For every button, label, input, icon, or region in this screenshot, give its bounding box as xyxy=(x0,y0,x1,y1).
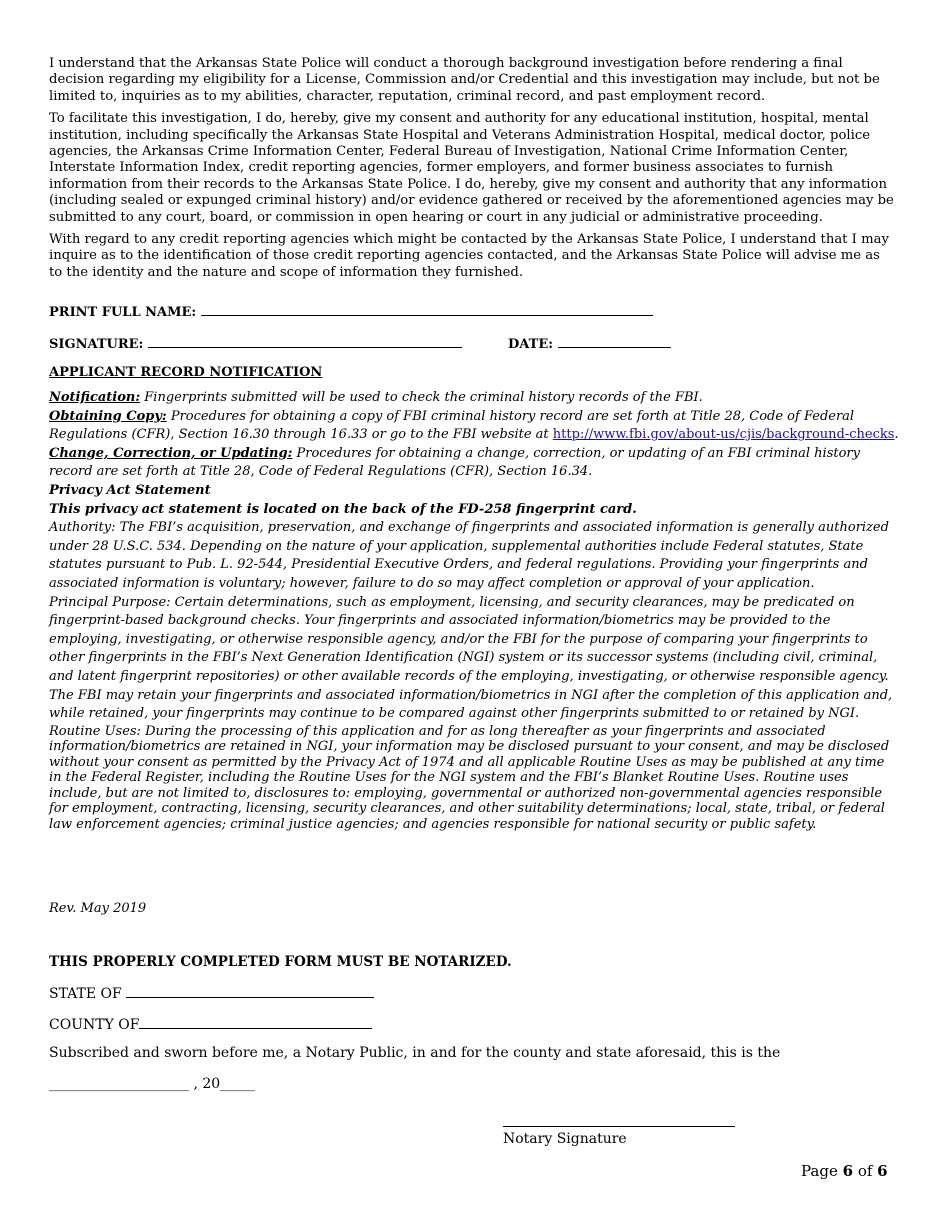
signature-field[interactable] xyxy=(49,335,462,352)
county-of-line[interactable] xyxy=(139,1016,372,1029)
full-name-label: PRINT FULL NAME: xyxy=(49,305,197,320)
routine-uses-paragraph: Routine Uses: During the processing of this application and for as long thereafter as your fingerprints and associated information/biometrics are retained in NGI, your information may be disclosed pursuant to your consent, and may be disclosed without your consent as permitted by the Privacy Act of 1974 and all applicable Routine Uses as may be published at any time in the Federal Register, including the Routine Uses for the NGI system and the FBI’s Blanket Routine Uses. Routine uses include, but are not limited to, disclosures to: employing, governmental or authorized non-governmental agencies responsible for employment, contracting, licensing, security clearances, and other suitability determinations; local, state, tribal, or federal law enforcement agencies; criminal justice agencies; and agencies responsible for national security or public safety. xyxy=(49,723,890,832)
change-label: Change, Correction, or Updating: xyxy=(49,445,293,461)
notary-signature-line[interactable] xyxy=(503,1112,735,1127)
obtaining-copy-end: . xyxy=(894,427,899,443)
county-of-field[interactable] xyxy=(49,1016,372,1033)
notary-date-blank[interactable]: ____________________ , 20_____ xyxy=(49,1076,256,1092)
page-word: Page xyxy=(801,1162,843,1180)
page-number xyxy=(801,1162,888,1180)
notification-text: Fingerprints submitted will be used to check the criminal history records of the FBI. xyxy=(140,390,703,405)
notary-signature-caption: Notary Signature xyxy=(503,1131,627,1147)
total-pages: 6 xyxy=(877,1162,888,1180)
date-field[interactable] xyxy=(508,335,671,352)
signature-line[interactable] xyxy=(148,335,462,348)
obtaining-copy-text: Procedures for obtaining a copy of FBI criminal history record are set forth at Title 28, Code of Federal Regulations (CFR), Section 16.30 through 16.33 or go to the FBI website at xyxy=(49,408,855,443)
notification-heading: APPLICANT RECORD NOTIFICATION xyxy=(49,365,323,380)
principal-purpose-paragraph: Principal Purpose: Certain determinations, such as employment, licensing, and security clearances, may be predicated on fingerprint-based background checks. Your fingerprints and associated information/biometrics may be provided to the employing, investigating, or otherwise responsible agency, and/or the FBI for the purpose of comparing your fingerprints to other fingerprints in the FBI’s Next Generation Identification (NGI) system or its successor systems (including civil, criminal, and latent fingerprint repositories) or other available records of the employing, investigating, or otherwise responsible agency. The FBI may retain your fingerprints and associated information/biometrics in NGI after the completion of this application and, while retained, your fingerprints may continue to be compared against other fingerprints submitted to or retained by NGI. xyxy=(49,594,893,722)
notification-paragraph xyxy=(49,389,899,408)
privacy-act-title: Privacy Act Statement xyxy=(49,482,211,498)
full-name-field[interactable] xyxy=(49,303,653,320)
date-label: DATE: xyxy=(508,337,554,352)
of-word: of xyxy=(853,1162,878,1180)
consent-paragraph-2: To facilitate this investigation, I do, hereby, give my consent and authority for any educational institution, hospital, mental institution, including specifically the Arkansas State Hospital and Veterans Administration Hospital, medical doctor, police agencies, the Arkansas Crime Information Center, Federal Bureau of Investigation, National Crime Information Center, Interstate Information Index, credit reporting agencies, former employers, and former business associates to furnish information from their records to the Arkansas State Police. I do, hereby, give my consent and authority that any information (including sealed or expunged criminal history) and/or evidence gathered or received by the aforementioned agencies may be submitted to any court, board, or commission in open hearing or court in any judicial or administrative proceeding. xyxy=(49,111,894,225)
authority-paragraph: Authority: The FBI’s acquisition, preservation, and exchange of fingerprints and associated information is generally authorized under 28 U.S.C. 534. Depending on the nature of your application, supplemental authorities include Federal statutes, State statutes pursuant to Pub. L. 92-544, Presidential Executive Orders, and federal regulations. Providing your fingerprints and associated information is voluntary; however, failure to do so may affect completion or approval of your application. xyxy=(49,520,889,591)
county-of-label: COUNTY OF xyxy=(49,1017,140,1033)
subscribed-statement: Subscribed and sworn before me, a Notary Public, in and for the county and state aforesaid, this is the xyxy=(49,1045,781,1061)
obtaining-copy-paragraph xyxy=(49,408,899,445)
obtaining-copy-label: Obtaining Copy: xyxy=(49,408,167,424)
privacy-act-subtitle: This privacy act statement is located on the back of the FD-258 fingerprint card. xyxy=(49,501,637,517)
notification-section xyxy=(49,389,899,832)
notarized-heading: THIS PROPERLY COMPLETED FORM MUST BE NOTARIZED. xyxy=(49,954,512,970)
state-of-line[interactable] xyxy=(126,985,374,998)
change-text: Procedures for obtaining a change, correction, or updating of an FBI criminal history record are set forth at Title 28, Code of Federal Regulations (CFR), Section 16.34. xyxy=(49,445,860,480)
fbi-website-link[interactable]: http://www.fbi.gov/about-us/cjis/background-checks xyxy=(552,427,895,443)
consent-section xyxy=(49,56,895,287)
state-of-label: STATE OF xyxy=(49,986,127,1002)
consent-paragraph-3: With regard to any credit reporting agencies which might be contacted by the Arkansas State Police, I understand that I may inquire as to the identification of those credit reporting agencies contacted, and the Arkansas State Police will advise me as to the identity and the nature and scope of information they furnished. xyxy=(49,232,889,280)
full-name-line[interactable] xyxy=(201,303,653,316)
date-line[interactable] xyxy=(558,335,671,348)
signature-label: SIGNATURE: xyxy=(49,337,144,352)
change-paragraph xyxy=(49,445,899,482)
current-page: 6 xyxy=(842,1162,854,1180)
consent-paragraph-1: I understand that the Arkansas State Police will conduct a thorough background investigation before rendering a final decision regarding my eligibility for a License, Commission and/or Credential and this investigation may include, but not be limited to, inquiries as to my abilities, character, reputation, criminal record, and past employment record. xyxy=(49,56,880,104)
state-of-field[interactable] xyxy=(49,985,374,1002)
notification-label: Notification: xyxy=(49,390,141,405)
revision-date: Rev. May 2019 xyxy=(49,901,147,916)
